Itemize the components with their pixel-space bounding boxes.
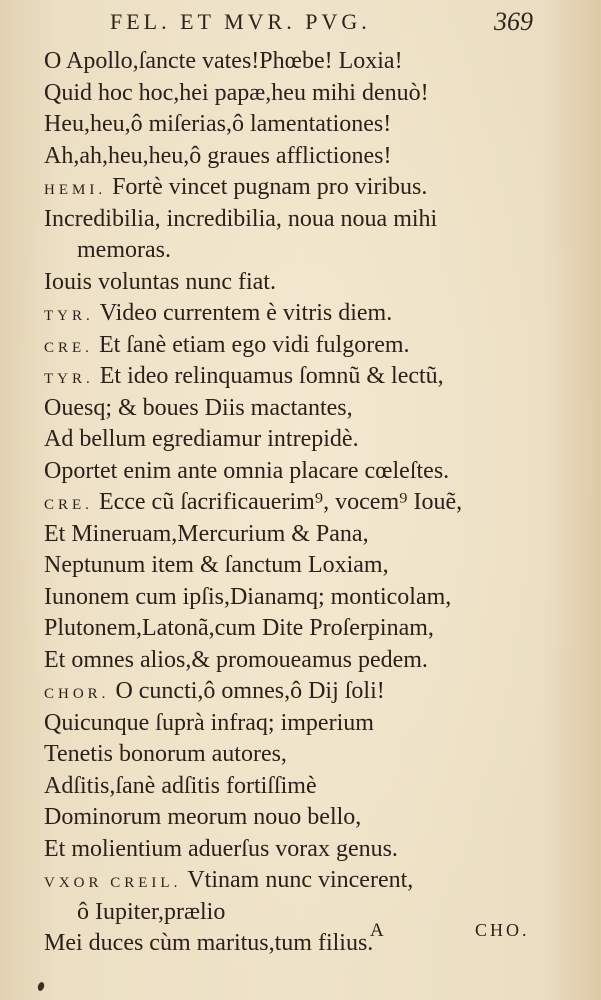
speaker-label: HEMI. — [44, 182, 107, 198]
verse-line — [44, 487, 564, 519]
verse-line-text: Plutonem,Latonã,cum Dite Proſerpinam, — [44, 615, 434, 641]
verse-line-text: Fortè vincet pugnam pro viribus. — [112, 174, 428, 200]
verse-line — [44, 267, 564, 299]
verse-line-text: Oportet enim ante omnia placare cœleſtes. — [44, 457, 450, 484]
verse-line — [44, 141, 564, 173]
verse-line-text: Et Mineruam,Mercurium & Pana, — [44, 520, 369, 547]
speaker-label: CHOR. — [44, 686, 110, 702]
running-title: FEL. ET MVR. PVG. — [110, 9, 371, 34]
verse-line-text: Iunonem cum ipſis,Dianamq; monticolam, — [44, 583, 452, 610]
verse-line — [44, 456, 564, 488]
verse-line — [44, 613, 564, 645]
verse-line — [44, 393, 564, 425]
verse-line-text: Video currentem è vitris diem. — [99, 300, 393, 326]
verse-line — [44, 739, 564, 771]
verse-line — [44, 645, 564, 677]
verse-line — [44, 330, 564, 362]
speaker-label: TYR. — [44, 308, 94, 324]
catchword: CHO. — [475, 920, 530, 940]
verse-line — [44, 582, 564, 614]
verse-line-text: Ah,ah,heu,heu,ô graues afflictiones! — [44, 142, 392, 169]
verse-line — [44, 519, 564, 551]
verse-line-text: Tenetis bonorum autores, — [44, 741, 287, 767]
verse-line — [44, 109, 564, 141]
verse-line-text: O cuncti,ô omnes,ô Dij ſoli! — [115, 678, 385, 704]
verse-text — [44, 46, 564, 960]
page-number: 369 — [494, 7, 533, 36]
verse-line-text: Heu,heu,ô miſerias,ô lamentationes! — [44, 111, 392, 137]
verse-line-text: Et omnes alios,& promoueamus pedem. — [44, 646, 428, 673]
verse-line-text: Ouesq; & boues Diis mactantes, — [44, 394, 353, 421]
speaker-label: CRE. — [44, 497, 93, 513]
verse-line — [44, 550, 564, 582]
ink-spot — [37, 981, 46, 992]
verse-line — [44, 771, 564, 803]
verse-line-text: Ecce cũ ſacrificauerim⁹, vocem⁹ Iouẽ, — [98, 489, 463, 515]
verse-line — [44, 204, 564, 236]
verse-line — [44, 78, 564, 110]
verse-line-text: Et ideo relinquamus ſomnũ & lectũ, — [99, 363, 444, 389]
verse-line-text: ô Iupiter,prælio — [77, 898, 226, 925]
verse-line — [44, 676, 564, 708]
verse-line — [44, 235, 564, 267]
catchline — [0, 920, 601, 950]
verse-line-text: Dominorum meorum nouo bello, — [44, 804, 362, 830]
running-head — [0, 7, 601, 43]
verse-line-text: Ad bellum egrediamur intrepidè. — [44, 426, 359, 452]
speaker-label: TYR. — [44, 371, 94, 387]
verse-line-text: Vtinam nunc vincerent, — [187, 867, 414, 893]
verse-line-text: Incredibilia, incredibilia, noua noua mihi — [44, 205, 438, 232]
verse-line-text: Adſitis,ſanè adſitis fortiſſimè — [44, 772, 317, 799]
verse-line — [44, 834, 564, 866]
verse-line — [44, 802, 564, 834]
signature-mark: A — [370, 920, 386, 941]
verse-line-text: memoras. — [77, 237, 171, 263]
verse-line — [44, 46, 564, 78]
verse-line — [44, 865, 564, 897]
verse-line-text: Et ſanè etiam ego vidi fulgorem. — [98, 331, 410, 358]
verse-line-text: Quicunque ſuprà infraq; imperium — [44, 709, 374, 736]
verse-line — [44, 361, 564, 393]
verse-line-text: O Apollo,ſancte vates!Phœbe! Loxia! — [44, 48, 403, 74]
speaker-label: VXOR CREIL. — [44, 875, 182, 891]
verse-line — [44, 298, 564, 330]
verse-line-text: Neptunum item & ſanctum Loxiam, — [44, 552, 389, 578]
verse-line — [44, 172, 564, 204]
verse-line — [44, 708, 564, 740]
verse-line-text: Quid hoc hoc,hei papæ,heu mihi denuò! — [44, 79, 429, 106]
verse-line-text: Iouis voluntas nunc fiat. — [44, 268, 276, 295]
speaker-label: CRE. — [44, 339, 93, 356]
verse-line-text: Et molientium aduerſus vorax genus. — [44, 835, 398, 862]
verse-line-text: Mei duces cùm maritus,tum filius. — [44, 930, 374, 956]
verse-line — [44, 424, 564, 456]
